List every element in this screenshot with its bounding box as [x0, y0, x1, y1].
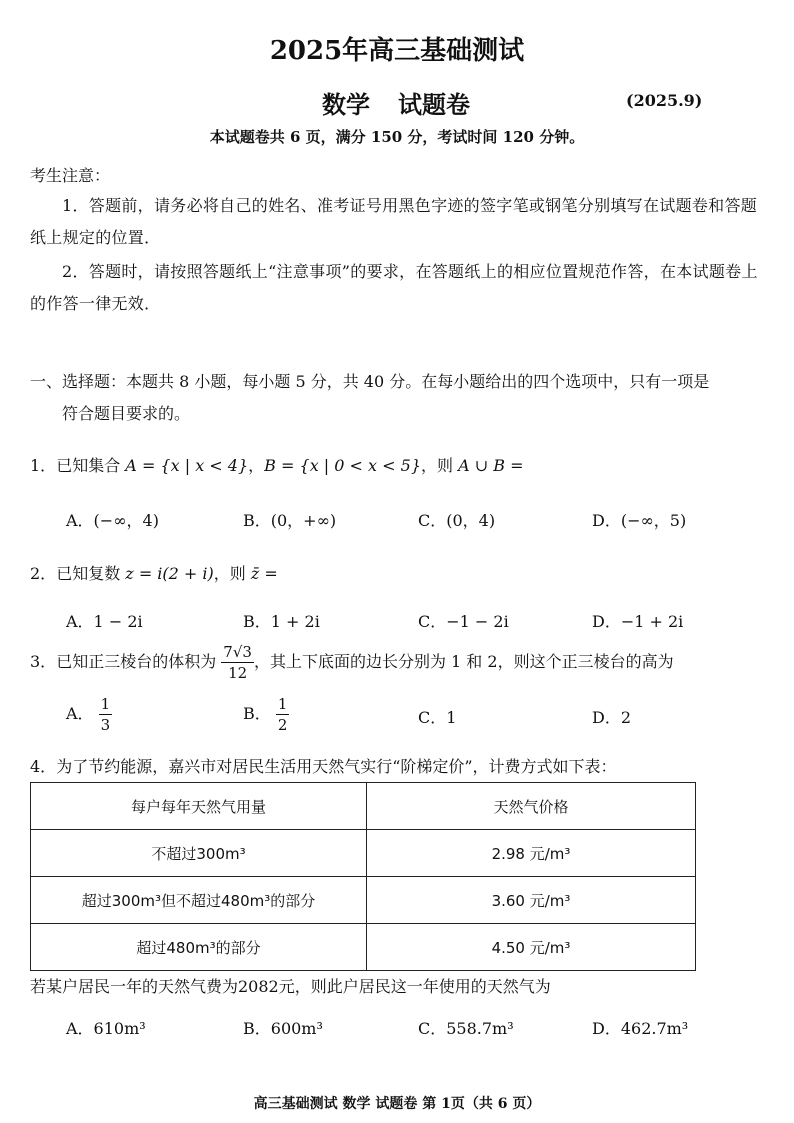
q1-set-a: A = {x | x < 4}: [125, 456, 249, 475]
q1-ask: A ∪ B =: [458, 456, 524, 475]
q3-option-b-den: 2: [277, 716, 288, 734]
question-3: [30, 642, 674, 683]
table-cell-usage: 超过480m³的部分: [31, 924, 367, 971]
q1-text-a: 已知集合: [56, 456, 121, 475]
exam-subtitle: [322, 85, 470, 120]
table-cell-price: 3.60 元/m³: [367, 877, 696, 924]
q3-option-a-label: A．: [66, 704, 94, 723]
gas-pricing-table: [30, 782, 696, 971]
table-row: [31, 830, 696, 877]
question-4: [30, 754, 617, 777]
q4-followup: 若某户居民一年的天然气费为2082元，则此户居民这一年使用的天然气为: [30, 977, 551, 996]
q3-option-c[interactable]: C．1: [418, 708, 457, 727]
paper-label: 试题卷: [398, 90, 470, 119]
q2-option-a[interactable]: A．1 − 2i: [66, 612, 143, 631]
page-footer: 高三基础测试 数学 试题卷 第 1页（共 6 页）: [253, 1096, 541, 1112]
q2-option-b[interactable]: B．1 + 2i: [243, 612, 320, 631]
q3-option-a-num: 1: [100, 695, 111, 713]
q3-volume-fraction: [221, 642, 254, 683]
table-header-usage: 每户每年天然气用量: [31, 783, 367, 830]
q4-option-a[interactable]: A．610m³: [66, 1019, 146, 1038]
q2-number: 2．: [30, 564, 57, 583]
q1-sep: ，: [248, 456, 265, 475]
q4-text: 为了节约能源，嘉兴市对居民生活用天然气实行“阶梯定价”，计费方式如下表：: [56, 757, 617, 776]
q2-text-b: ，则: [213, 564, 246, 583]
notice-item-1: 1．答题前，请务必将自己的姓名、准考证号用黑色字迹的签字笔或钢笔分别填写在试题卷和答题纸上规定的位置．: [30, 196, 758, 247]
q4-option-b[interactable]: B．600m³: [243, 1019, 323, 1038]
section-1-text-cont: 符合题目要求的。: [62, 404, 191, 423]
q4-option-d[interactable]: D．462.7m³: [592, 1019, 689, 1038]
q3-option-a-den: 3: [100, 716, 111, 734]
table-row: [31, 924, 696, 971]
q3-option-d[interactable]: D．2: [592, 708, 632, 727]
q4-option-c[interactable]: C．558.7m³: [418, 1019, 514, 1038]
q3-frac-den: 12: [228, 664, 248, 682]
q3-option-b-label: B．: [243, 704, 271, 723]
q1-option-c[interactable]: C．(0，4): [418, 511, 496, 530]
section-1-heading: [30, 366, 770, 430]
table-cell-usage: 不超过300m³: [31, 830, 367, 877]
q2-expr: z = i(2 + i): [125, 564, 214, 583]
table-row: [31, 877, 696, 924]
notice-item-2: 2．答题时，请按照答题纸上“注意事项”的要求，在答题纸上的相应位置规范作答，在本试题卷上的作答一律无效．: [30, 262, 758, 313]
q2-text-a: 已知复数: [56, 564, 121, 583]
q3-number: 3．: [30, 652, 57, 671]
notice-heading: 考生注意：: [30, 166, 111, 185]
q2-ask: z̄ =: [250, 564, 278, 583]
q4-number: 4．: [30, 757, 57, 776]
q2-option-d[interactable]: D．−1 + 2i: [592, 612, 684, 631]
question-1: [30, 453, 524, 476]
q3-option-a[interactable]: [66, 694, 112, 735]
section-1-text: 一、选择题：本题共 8 小题，每小题 5 分，共 40 分。在每小题给出的四个选项中，只有一项是: [30, 372, 710, 391]
q3-option-b-fraction: [276, 694, 290, 735]
exam-info: 本试题卷共 6 页，满分 150 分，考试时间 120 分钟。: [209, 128, 585, 146]
q2-option-c[interactable]: C．−1 − 2i: [418, 612, 509, 631]
table-cell-price: 4.50 元/m³: [367, 924, 696, 971]
table-cell-usage: 超过300m³但不超过480m³的部分: [31, 877, 367, 924]
q1-set-b: B = {x | 0 < x < 5}: [264, 456, 421, 475]
q3-option-b[interactable]: [243, 694, 289, 735]
q3-option-b-num: 1: [277, 695, 288, 713]
subject-label: 数学: [322, 90, 370, 119]
table-header-price: 天然气价格: [367, 783, 696, 830]
exam-title: 2025年高三基础测试: [269, 36, 525, 66]
q1-option-a[interactable]: A．(−∞，4): [66, 511, 159, 530]
question-2: [30, 561, 278, 584]
exam-date: (2025.9): [626, 91, 703, 110]
table-header-row: [31, 783, 696, 830]
q3-frac-num: 7√3: [223, 643, 252, 661]
table-cell-price: 2.98 元/m³: [367, 830, 696, 877]
q1-text-b: ，则: [421, 456, 454, 475]
q3-text-b: ，其上下底面的边长分别为 1 和 2，则这个正三棱台的高为: [253, 652, 674, 671]
q1-option-b[interactable]: B．(0，+∞): [243, 511, 337, 530]
q1-option-d[interactable]: D．(−∞，5): [592, 511, 687, 530]
q3-text-a: 已知正三棱台的体积为: [56, 652, 217, 671]
q3-option-a-fraction: [99, 694, 113, 735]
q1-number: 1．: [30, 456, 57, 475]
